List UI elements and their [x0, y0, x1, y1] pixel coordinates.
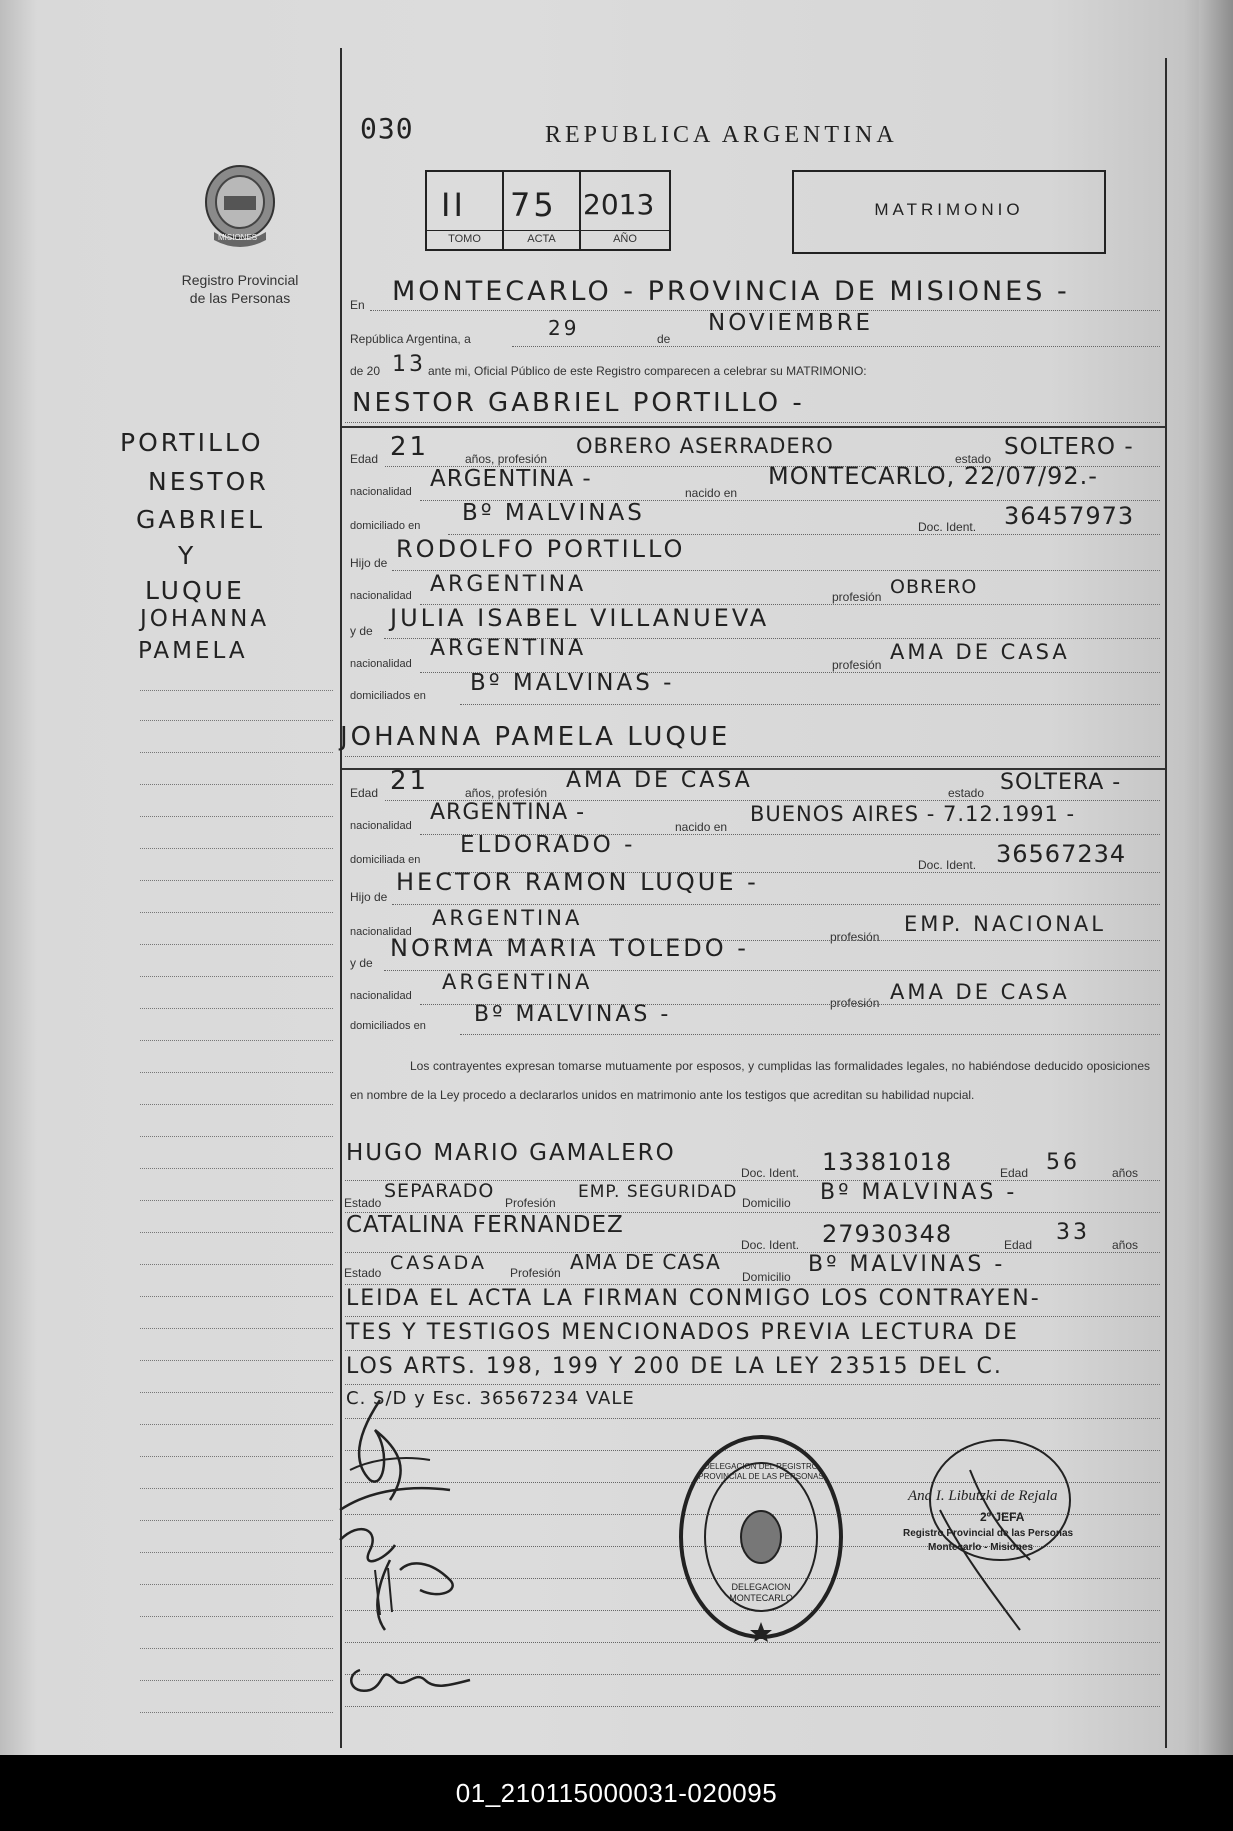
groom-father-prof-label: profesión: [832, 590, 882, 604]
witness2-doc: 27930348: [822, 1220, 953, 1248]
witness2-estado: CASADA: [390, 1252, 487, 1274]
tomo-value: II: [441, 186, 466, 224]
bride-estado: SOLTERA -: [1000, 770, 1122, 795]
bride-birth: BUENOS AIRES - 7.12.1991 -: [750, 802, 1076, 826]
witness1-dom-label: Domicilio: [742, 1196, 791, 1210]
ano-label: AÑO: [581, 230, 669, 245]
closing-rule1: [345, 1316, 1160, 1317]
bride-mother: NORMA MARIA TOLEDO -: [390, 934, 749, 962]
official-org: Registro Provincial de las Personas: [903, 1528, 1074, 1539]
groom-name-line: [345, 422, 1160, 423]
margin-note-line3: GABRIEL: [136, 505, 266, 534]
bride-name-line: [345, 756, 1160, 757]
bride-father-nat: ARGENTINA: [432, 906, 583, 930]
day: 29: [548, 316, 580, 340]
groom-doc: 36457973: [1004, 502, 1135, 530]
bride-signature: [330, 1520, 480, 1640]
act-type-box: [792, 170, 1106, 254]
witness1-age: 56: [1046, 1150, 1080, 1175]
witness1-name: HUGO MARIO GAMALERO: [346, 1140, 676, 1166]
place: MONTECARLO - PROVINCIA DE MISIONES -: [392, 276, 1070, 307]
bride-dom-label: domiciliada en: [350, 854, 421, 866]
bride-mother-prof-label: profesión: [830, 996, 880, 1010]
official-name: Ana I. Libutzki de Rejala: [908, 1488, 1058, 1504]
bride-doc-label: Doc. Ident.: [918, 858, 977, 872]
stamp-ring-text: DELEGACION DEL REGISTRO PROVINCIAL DE LAS PERSONAS: [698, 1462, 824, 1481]
groom-father: RODOLFO PORTILLO: [396, 535, 686, 563]
witness1-profession: EMP. SEGURIDAD: [578, 1182, 738, 1202]
groom-birth: MONTECARLO, 22/07/92.-: [768, 462, 1098, 490]
groom-doc-label: Doc. Ident.: [918, 520, 977, 534]
bride-line8: [460, 1034, 1160, 1035]
en-label: En: [350, 298, 365, 312]
month: NOVIEMBRE: [708, 310, 874, 336]
bride-anos-label: años, profesión: [465, 786, 548, 800]
bride-address: ELDORADO -: [460, 832, 636, 858]
date-line: [512, 346, 1160, 347]
groom-estado-label: estado: [955, 452, 992, 466]
page-edge: [1199, 0, 1233, 1755]
scan-id-footer: 01_210115000031-020095: [0, 1755, 1233, 1831]
closing-line4: C. S/D y Esc. 36567234 VALE: [346, 1388, 635, 1409]
margin-note-line6: JOHANNA: [140, 606, 270, 632]
registry-line1: Registro Provincial: [181, 272, 299, 288]
seal-text: MISIONES: [218, 233, 258, 242]
tomo-acta-ano-box: [425, 170, 671, 251]
witness1-address: Bº MALVINAS -: [820, 1180, 1018, 1205]
groom-mother-prof: AMA DE CASA: [890, 640, 1070, 664]
year-suffix: 13: [392, 352, 426, 377]
bride-mother-prof: AMA DE CASA: [890, 980, 1070, 1004]
witness1-estado: SEPARADO: [384, 1180, 495, 1202]
witness2-name: CATALINA FERNANDEZ: [346, 1212, 624, 1238]
bride-edad-label: Edad: [350, 786, 379, 800]
groom-edad-label: Edad: [350, 452, 379, 466]
closing-line1: LEIDA EL ACTA LA FIRMAN CONMIGO LOS CONTRAYEN-: [346, 1286, 1041, 1311]
bride-parents-address: Bº MALVINAS -: [474, 1002, 672, 1027]
bride-nationality: ARGENTINA -: [430, 800, 586, 825]
bride-mother-nat-label: nacionalidad: [350, 990, 412, 1002]
bride-mother-nat: ARGENTINA: [442, 970, 593, 994]
declaration: Los contrayentes expresan tomarse mutuamente por esposos, y cumplidas las formalidades legales, no habiéndose deducido oposiciones en nombre de la Ley procedo a declararlos unidos en matrimonio ante los testigos que acreditan su habilidad nupcial.: [350, 1059, 1150, 1102]
ano-value: 2013: [583, 188, 655, 221]
witness2-estado-label: Estado: [344, 1266, 382, 1280]
country-title: REPUBLICA ARGENTINA: [545, 122, 898, 148]
witness2-line2: [345, 1284, 1160, 1285]
margin-note-line5: LUQUE: [145, 576, 245, 605]
witness1-edad-label: Edad: [1000, 1166, 1029, 1180]
witness1-estado-label: Estado: [344, 1196, 382, 1210]
acta-label: ACTA: [504, 230, 579, 245]
bride-doc: 36567234: [996, 840, 1127, 868]
registry-seal: [200, 162, 280, 252]
margin-note-line4: Y: [178, 541, 197, 570]
bride-nat-label: nacionalidad: [350, 820, 412, 832]
stamp-inner-text: DELEGACION MONTECARLO: [729, 1582, 793, 1603]
witness1-anos-label: años: [1112, 1166, 1139, 1180]
republica-label: República Argentina, a: [350, 332, 471, 346]
groom-dom-label: domiciliado en: [350, 520, 421, 532]
witness2-anos-label: años: [1112, 1238, 1139, 1252]
groom-mother-prof-label: profesión: [832, 658, 882, 672]
groom-father-nat: ARGENTINA: [430, 572, 587, 597]
groom-nationality: ARGENTINA -: [430, 466, 592, 492]
witness1-doc-label: Doc. Ident.: [741, 1166, 800, 1180]
witness2-address: Bº MALVINAS -: [808, 1252, 1006, 1277]
bride-nacido-label: nacido en: [675, 820, 728, 834]
witness1-prof-label: Profesión: [505, 1196, 556, 1210]
groom-mother: JULIA ISABEL VILLANUEVA: [390, 604, 770, 632]
witness1-doc: 13381018: [822, 1148, 953, 1176]
groom-line4: [392, 570, 1160, 571]
groom-profession: OBRERO ASERRADERO: [576, 434, 834, 458]
bride-name: JOHANNA PAMELA LUQUE: [340, 722, 731, 752]
closing-rule4: [345, 1418, 1160, 1419]
bride-father: HECTOR RAMON LUQUE -: [396, 868, 759, 896]
witness2-doc-label: Doc. Ident.: [741, 1238, 800, 1252]
groom-estado: SOLTERO -: [1004, 434, 1134, 460]
official-place: Montecarlo - Misiones: [928, 1542, 1034, 1553]
margin-note-line7: PAMELA: [138, 638, 248, 664]
bride-age: 21: [390, 766, 430, 796]
act-type: MATRIMONIO: [874, 200, 1024, 219]
bride-profession: AMA DE CASA: [566, 768, 753, 793]
groom-hijo-label: Hijo de: [350, 556, 388, 570]
witness2-dom-label: Domicilio: [742, 1270, 791, 1284]
witness2-edad-label: Edad: [1004, 1238, 1033, 1252]
groom-line8: [460, 704, 1160, 705]
margin-note-line2: NESTOR: [148, 467, 269, 496]
bride-parents-address-label: domiciliados en: [350, 1020, 426, 1032]
de-label: de: [657, 332, 671, 346]
right-border: [1165, 58, 1167, 1748]
witness2-profession: AMA DE CASA: [570, 1250, 721, 1274]
bride-father-prof-label: profesión: [830, 930, 880, 944]
bride-line4: [392, 904, 1160, 905]
groom-mother-nat-label: nacionalidad: [350, 658, 412, 670]
groom-signature: [330, 1390, 460, 1520]
bride-yde-label: y de: [350, 956, 373, 970]
groom-divider: [342, 426, 1165, 428]
groom-age: 21: [390, 432, 430, 462]
de20-label: de 20: [350, 364, 381, 378]
bride-estado-label: estado: [948, 786, 985, 800]
groom-mother-nat: ARGENTINA: [430, 636, 587, 661]
witness2-age: 33: [1056, 1220, 1090, 1245]
bride-hijo-label: Hijo de: [350, 890, 388, 904]
groom-father-nat-label: nacionalidad: [350, 590, 412, 602]
closing-rule3: [345, 1384, 1160, 1385]
witness-signature: [340, 1650, 480, 1710]
acta-value: 75: [510, 186, 557, 224]
official-stamp: [676, 1432, 846, 1642]
margin-note-line1: PORTILLO: [120, 428, 264, 457]
page-number: 030: [360, 112, 414, 145]
groom-parents-address-label: domiciliados en: [350, 690, 426, 702]
bride-father-nat-label: nacionalidad: [350, 926, 412, 938]
official-title: 2º JEFA: [980, 1510, 1025, 1524]
bride-father-prof: EMP. NACIONAL: [904, 912, 1106, 936]
closing-line3: LOS ARTS. 198, 199 Y 200 DE LA LEY 23515 DEL C.: [346, 1354, 1003, 1379]
tomo-label: TOMO: [427, 230, 502, 245]
closing-rule2: [345, 1350, 1160, 1351]
groom-nat-label: nacionalidad: [350, 486, 412, 498]
groom-nacido-label: nacido en: [685, 486, 738, 500]
registry-line2: de las Personas: [189, 290, 291, 306]
intro-text: ante mi, Oficial Público de este Registro comparecen a celebrar su MATRIMONIO:: [428, 364, 867, 378]
groom-parents-address: Bº MALVINAS -: [470, 670, 675, 696]
groom-yde-label: y de: [350, 624, 373, 638]
witness2-prof-label: Profesión: [510, 1266, 561, 1280]
groom-father-prof: OBRERO: [890, 576, 978, 598]
groom-anos-label: años, profesión: [465, 452, 548, 466]
closing-line2: TES Y TESTIGOS MENCIONADOS PREVIA LECTURA DE: [346, 1320, 1019, 1345]
groom-address: Bº MALVINAS: [462, 500, 645, 526]
groom-name: NESTOR GABRIEL PORTILLO -: [352, 388, 805, 418]
